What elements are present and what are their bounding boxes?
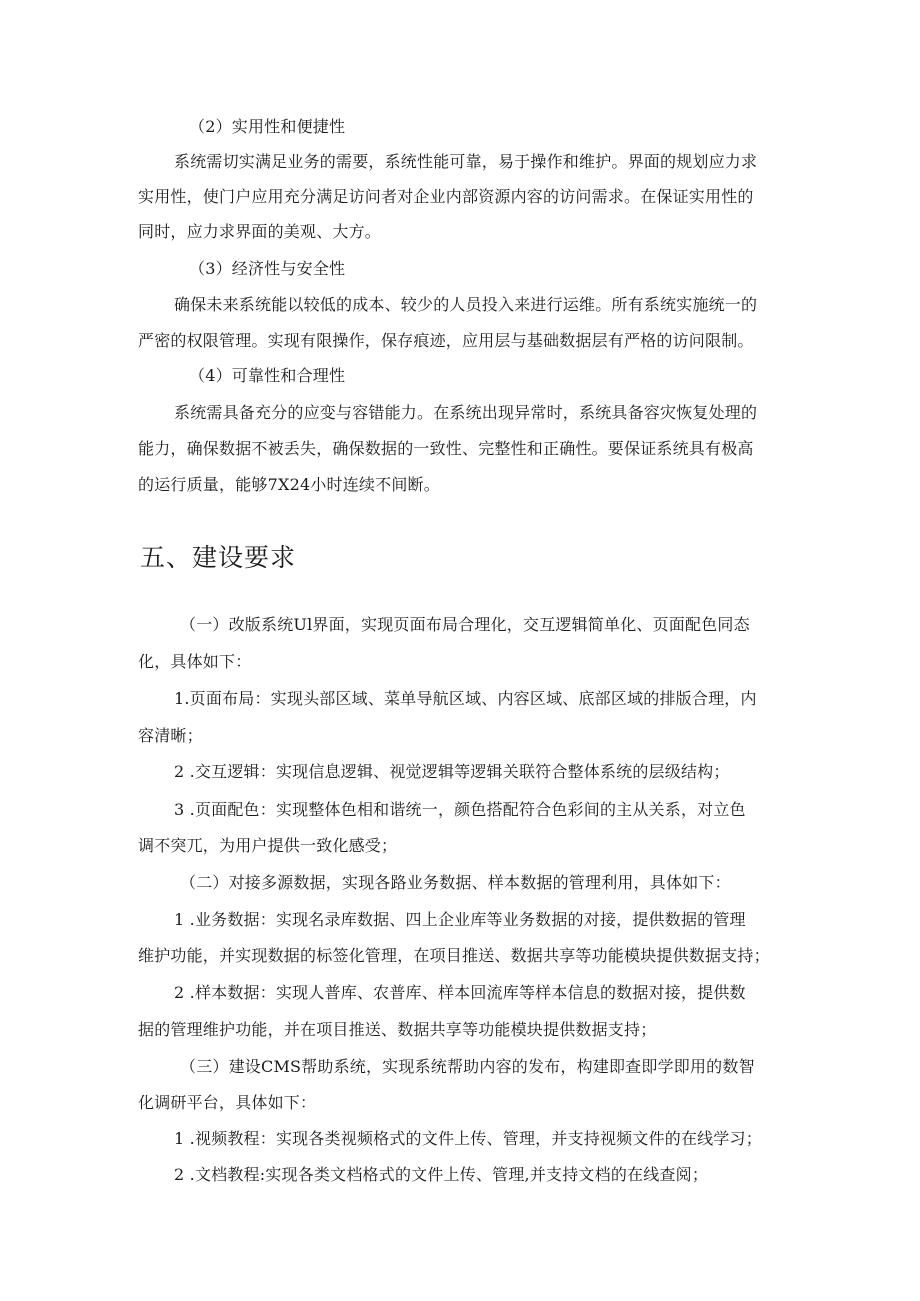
list-item-continuation: 调不突兀，为用户提供一致化感受； — [138, 836, 398, 855]
paragraph-line: 化，具体如下： — [138, 652, 252, 671]
list-item: 2 .文档教程:实现各类文档格式的文件上传、管理,并支持文档的在线查阅； — [174, 1165, 709, 1184]
subheading-economy-security: （3）经济性与安全性 — [189, 259, 346, 278]
paragraph-line: 严密的权限管理。实现有限操作，保存痕迹，应用层与基础数据层有严格的访问限制。 — [138, 331, 754, 350]
paragraph-line: 系统需切实满足业务的需要，系统性能可靠，易于操作和维护。界面的规划应力求 — [174, 152, 758, 171]
paragraph-line: 实用性，使门户应用充分满足访问者对企业内部资源内容的访问需求。在保证实用性的 — [138, 187, 754, 206]
list-heading: （一）改版系统Ul界面，实现页面布局合理化，交互逻辑简单化、页面配色同态 — [180, 615, 750, 634]
subheading-practicality: （2）实用性和便捷性 — [189, 117, 346, 136]
subheading-reliability: （4）可靠性和合理性 — [189, 366, 346, 385]
list-item-continuation: 容清晰； — [138, 726, 203, 745]
list-item-continuation: 维护功能，并实现数据的标签化管理，在项目推送、数据共享等功能模块提供数据支持； — [138, 946, 770, 965]
list-item: 1 .视频教程：实现各类视频格式的文件上传、管理，并支持视频文件的在线学习； — [174, 1129, 762, 1148]
list-heading: （二）对接多源数据，实现各路业务数据、样本数据的管理利用，具体如下： — [180, 873, 731, 892]
paragraph-line: 确保未来系统能以较低的成本、较少的人员投入来进行运维。所有系统实施统一的 — [174, 295, 758, 314]
list-item: 3 .页面配色：实现整体色相和谐统一，颜色搭配符合色彩间的主从关系，对立色 — [174, 800, 746, 819]
list-item-continuation: 据的管理维护功能，并在项目推送、数据共享等功能模块提供数据支持； — [138, 1020, 657, 1039]
list-item: 1 .业务数据：实现名录库数据、四上企业库等业务数据的对接，提供数据的管理 — [174, 910, 746, 929]
list-item: 2 .交互逻辑：实现信息逻辑、视觉逻辑等逻辑关联符合整体系统的层级结构； — [174, 762, 730, 781]
paragraph-line: 化调研平台，具体如下： — [138, 1093, 317, 1112]
paragraph-line: 系统需具备充分的应变与容错能力。在系统出现异常时，系统具备容灾恢复处理的 — [174, 403, 758, 422]
paragraph-line: 的运行质量，能够7X24小时连续不间断。 — [138, 475, 440, 494]
paragraph-line: 同时，应力求界面的美观、大方。 — [138, 222, 382, 241]
list-heading: （三）建设CMS帮助系统，实现系统帮助内容的发布，构建即查即学即用的数智 — [180, 1057, 755, 1076]
section-heading: 五、建设要求 — [140, 543, 297, 572]
list-item: 2 .样本数据：实现人普库、农普库、样本回流库等样本信息的数据对接，提供数 — [174, 983, 746, 1002]
list-item: 1.页面布局：实现头部区域、菜单导航区域、内容区域、底部区域的排版合理，内 — [174, 689, 757, 708]
paragraph-line: 能力，确保数据不被丢失，确保数据的一致性、完整性和正确性。要保证系统具有极高 — [138, 439, 754, 458]
